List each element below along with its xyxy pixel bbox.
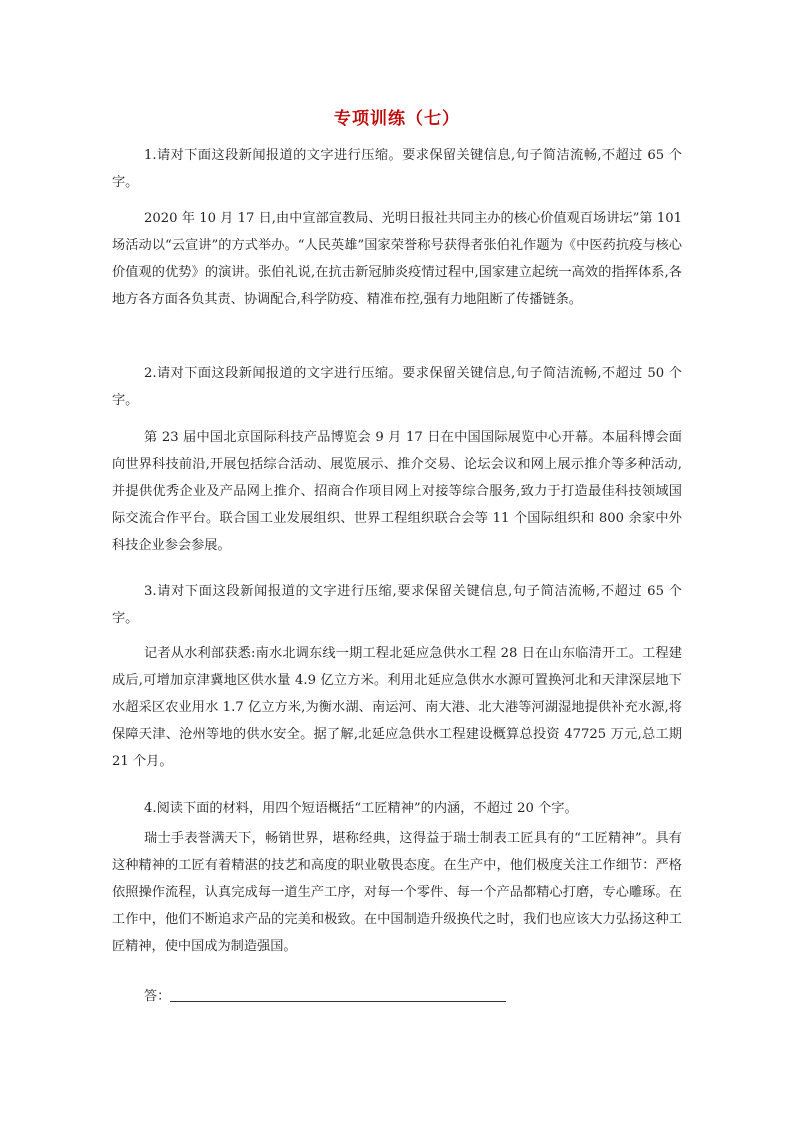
question-3-passage: 记者从水利部获悉:南水北调东线一期工程北延应急供水工程 28 日在山东临清开工。工程建成后,可增加京津冀地区供水量 4.9 亿立方米。利用北延应急供水水源可置换河北和天津深层地下水超采区农业用水 1.7 亿立方米,为衡水湖、南运河、南大港、北大港等河湖湿地提供补充水源,将保障天津、沧州等地的供水安全。据了解,北延应急供水工程建设概算总投资 47725 万元,总工期 21 个月。 [112,646,682,769]
answer-label: 答： [144,989,171,1004]
answer-blank-line [170,1001,506,1002]
question-2-prompt: 2.请对下面这段新闻报道的文字进行压缩。要求保留关键信息,句子简洁流畅,不超过 50 个字。 [112,366,682,408]
question-3-prompt: 3.请对下面这段新闻报道的文字进行压缩,要求保留关键信息,句子简洁流畅,不超过 65 个字。 [112,584,682,626]
question-4-prompt: 4.阅读下面的材料，用四个短语概括“工匠精神”的内涵，不超过 20 个字。 [144,801,578,816]
question-1-prompt: 1.请对下面这段新闻报道的文字进行压缩。要求保留关键信息,句子简洁流畅,不超过 65 个字。 [112,148,682,190]
page-title: 专项训练（七） [334,109,460,129]
question-4-passage: 瑞士手表誉满天下，畅销世界，堪称经典，这得益于瑞士制表工匠具有的“工匠精神”。具有这种精神的工匠有着精湛的技艺和高度的职业敬畏态度。在生产中，他们极度关注工作细节：严格依照操作流程，认真完成每一道生产工序，对每一个零件、每一个产品都精心打磨，专心雕琢。在工作中，他们不断追求产品的完美和极致。在中国制造升级换代之时，我们也应该大力弘扬这种工匠精神，使中国成为制造强国。 [112,831,682,954]
question-2-passage: 第 23 届中国北京国际科技产品博览会 9 月 17 日在中国国际展览中心开幕。本届科博会面向世界科技前沿,开展包括综合活动、展览展示、推介交易、论坛会议和网上展示推介等多种活动,并提供优秀企业及产品网上推介、招商合作项目网上对接等综合服务,致力于打造最佳科技领域国际交流合作平台。联合国工业发展组织、世界工程组织联合会等 11 个国际组织和 800 余家中外科技企业参会参展。 [112,430,682,553]
question-1-passage: 2020 年 10 月 17 日,由中宣部宣教局、光明日报社共同主办的核心价值观百场讲坛”第 101 场活动以“云宣讲”的方式举办。“人民英雄”国家荣誉称号获得者张伯礼作题为《中医药抗疫与核心价值观的优势》的演讲。张伯礼说,在抗击新冠肺炎疫情过程中,国家建立起统一高效的指挥体系,各地方各方面各负其责、协调配合,科学防疫、精准布控,强有力地阻断了传播链条。 [112,211,682,307]
